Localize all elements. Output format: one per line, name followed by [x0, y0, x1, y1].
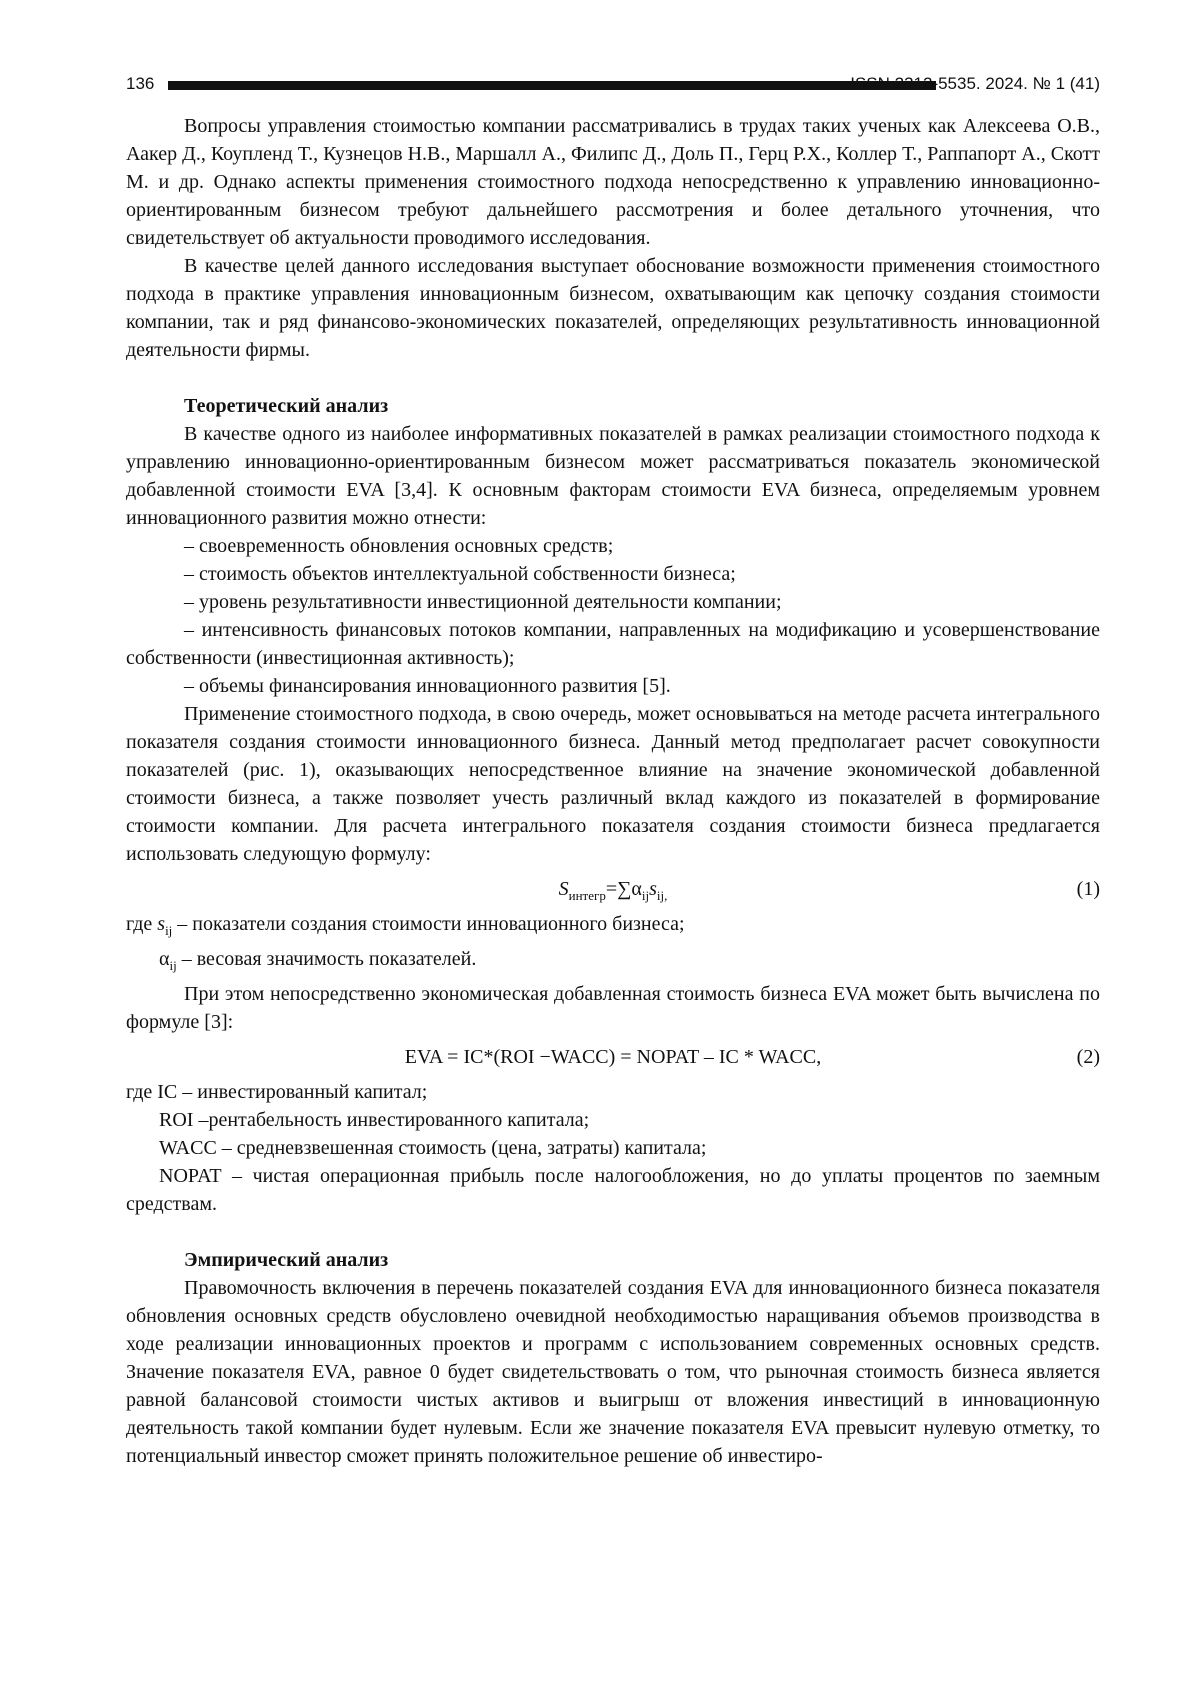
- formula-1: [126, 870, 1100, 908]
- where-line: WACC – средневзвешенная стоимость (цена, затраты) капитала;: [159, 1137, 707, 1159]
- list-item: – интенсивность финансовых потоков компании, направленных на модификацию и усовершенствование собственности (инвестиционная активность);: [126, 619, 1100, 669]
- list-item: – своевременность обновления основных средств;: [184, 535, 614, 557]
- header-rule: [168, 81, 936, 90]
- article-body: [126, 112, 1100, 1470]
- paragraph: При этом непосредственно экономическая добавленная стоимость бизнеса EVA может быть вычислена по формуле [3]:: [126, 983, 1100, 1033]
- section-heading-empirical: Эмпирический анализ: [184, 1249, 389, 1271]
- paragraph: Вопросы управления стоимостью компании рассматривались в трудах таких ученых как Алексеева О.В., Аакер Д., Коупленд Т., Кузнецов Н.В., Маршалл А., Филипс Д., Доль П., Герц Р.Х., Коллер Т., Раппапорт А., Скотт М. и др. Однако аспекты применения стоимостного подхода непосредственно к управлению инновационно-ориентированным бизнесом требуют дальнейшего рассмотрения и более детального уточнения, что свидетельствует об актуальности проводимого исследования.: [126, 115, 1100, 249]
- formula-2: [126, 1038, 1100, 1076]
- where-line: $\alpha_{ij}$ – весовая значимость показателей.: [159, 948, 477, 973]
- page-number: 136: [126, 74, 155, 93]
- section-heading-theory: Теоретический анализ: [184, 395, 389, 417]
- formula-2-number: (2): [1076, 1046, 1100, 1068]
- paragraph: Правомочность включения в перечень показателей создания EVA для инновационного бизнеса показателя обновления основных средств обусловлено очевидной необходимостью наращивания объемов производства в ходе реализации инновационных проектов и программ с использованием современных основных средств. Значение показателя EVA, равное 0 будет свидетельствовать о том, что рыночная стоимость бизнеса является равной балансовой стоимости чистых активов и выигрыш от вложения инвестиций в инновационную деятельность такой компании будет нулевым. Если же значение показателя EVA превысит нулевую отметку, то потенциальный инвестор сможет принять положительное решение об инвестиро-: [126, 1277, 1100, 1467]
- running-header: [126, 74, 1100, 98]
- paragraph: В качестве одного из наиболее информативных показателей в рамках реализации стоимостного подхода к управлению инновационно-ориентированным бизнесом может рассматриваться показатель экономической добавленной стоимости EVA [3,4]. К основным факторам стоимости EVA бизнеса, определяемым уровнем инновационного развития можно отнести:: [126, 423, 1100, 529]
- paragraph: В качестве целей данного исследования выступает обоснование возможности применения стоимостного подхода в практике управления инновационным бизнесом, охватывающим как цепочку создания стоимости компании, так и ряд финансово-экономических показателей, определяющих результативность инновационной деятельности фирмы.: [126, 255, 1100, 361]
- list-item: – уровень результативности инвестиционной деятельности компании;: [184, 591, 782, 613]
- formula-2-expression: EVA = IC*(ROI −WACC) = NOPAT – IC * WACC,: [404, 1046, 822, 1068]
- journal-issn: ISSN 2312-5535. 2024. № 1 (41): [850, 74, 1100, 93]
- paragraph: Применение стоимостного подхода, в свою очередь, может основываться на методе расчета интегрального показателя создания стоимости инновационного бизнеса. Данный метод предполагает расчет совокупности показателей (рис. 1), оказывающих непосредственное влияние на значение экономической добавленной стоимости бизнеса, а также позволяет учесть различный вклад каждого из показателей в формирование стоимости компании. Для расчета интегрального показателя создания стоимости бизнеса предлагается использовать следующую формулу:: [126, 703, 1100, 865]
- list-item: – стоимость объектов интеллектуальной собственности бизнеса;: [184, 563, 736, 585]
- formula-1-expression: $S_{интегр}=\sum\alpha_{ij}s_{ij,}$: [558, 878, 668, 903]
- formula-1-number: (1): [1076, 878, 1100, 900]
- where-line: где IC – инвестированный капитал;: [126, 1081, 428, 1103]
- where-line: ROI –рентабельность инвестированного капитала;: [159, 1109, 590, 1131]
- where-line: NOPAT – чистая операционная прибыль после налогообложения, но до уплаты процентов по заемным средствам.: [126, 1165, 1100, 1215]
- where-line: где $s_{ij}$ – показатели создания стоимости инновационного бизнеса;: [126, 913, 685, 938]
- list-item: – объемы финансирования инновационного развития [5].: [184, 675, 671, 697]
